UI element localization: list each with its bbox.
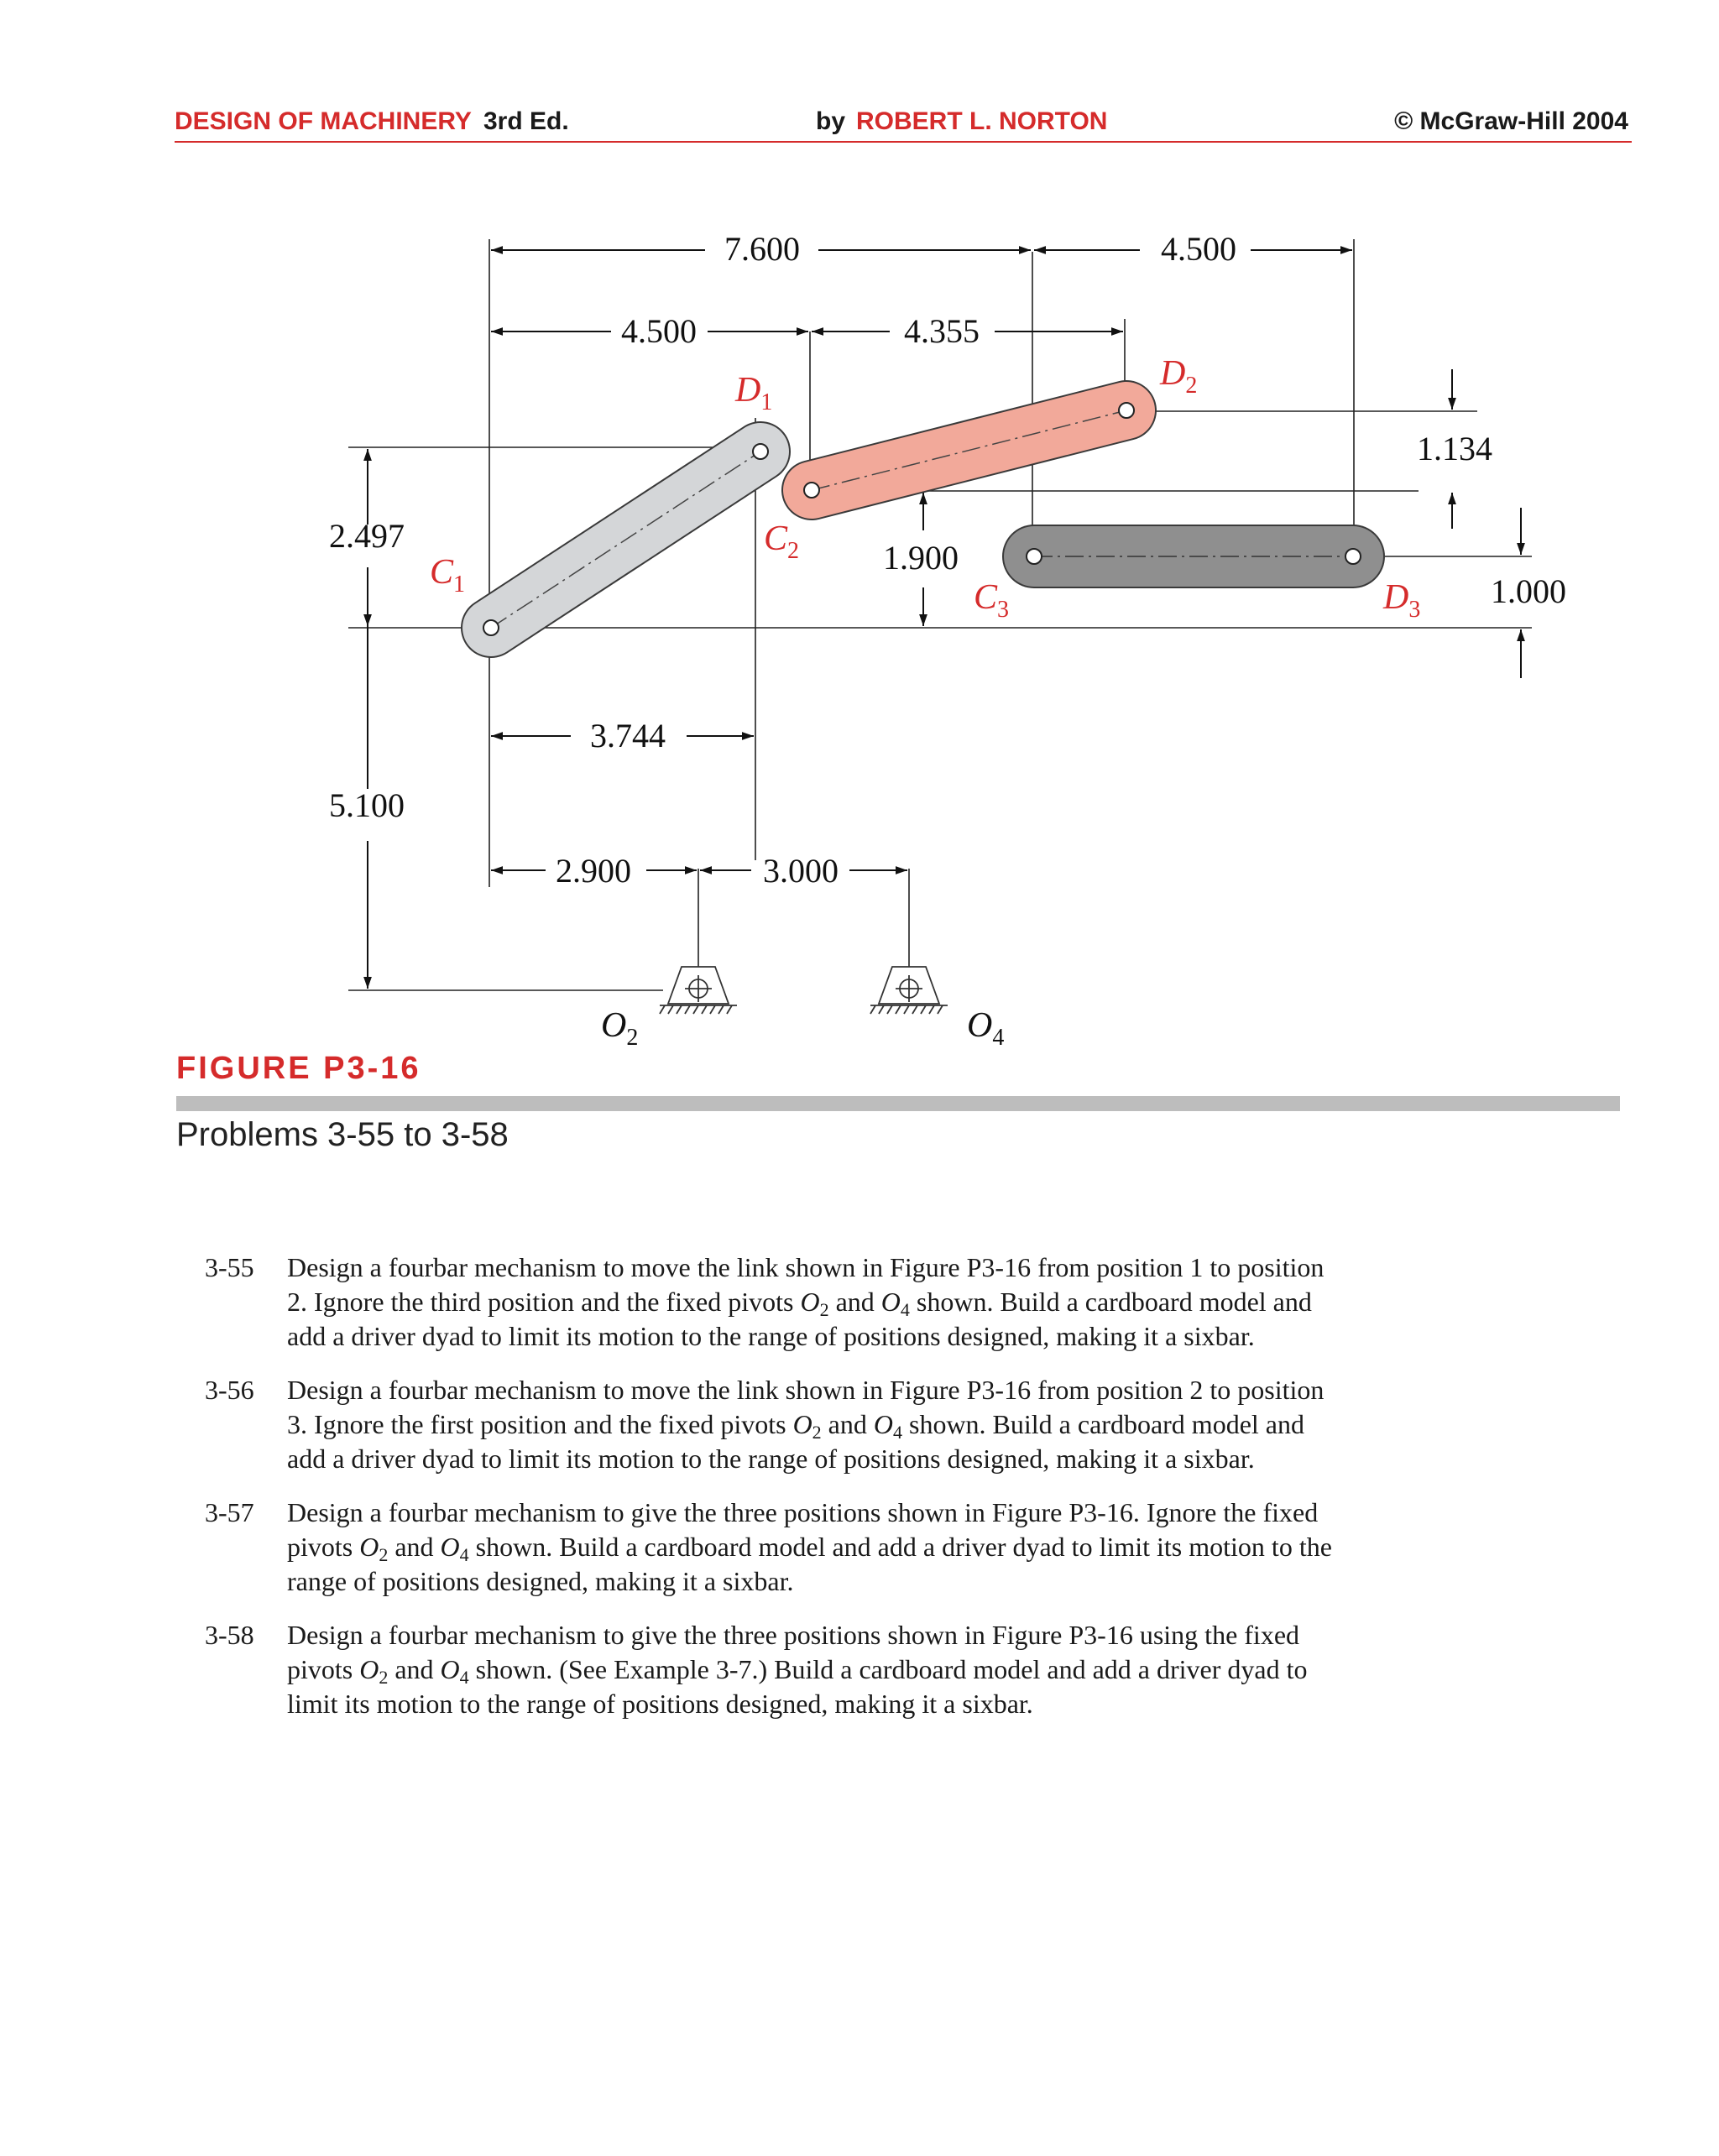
dim-1134: 1.134 [1417, 430, 1492, 467]
book-title: DESIGN OF MACHINERY [175, 107, 472, 135]
pivot-d2 [1119, 403, 1134, 418]
label-o4: $O_4$ [967, 1006, 1005, 1051]
label-c2: $C_2$ [764, 519, 800, 564]
caption-bar [176, 1096, 1620, 1111]
ground-pivot-o2 [660, 967, 737, 1014]
dim-2900: 2.900 [556, 852, 631, 890]
label-d1: $D_1$ [735, 371, 773, 415]
by-label: by [816, 107, 846, 135]
dim-1000: 1.000 [1491, 572, 1566, 610]
label-d3: $D_3$ [1383, 578, 1421, 623]
figure-label: FIGURE P3-16 [176, 1051, 421, 1086]
problem-text: Design a fourbar mechanism to give the three positions shown in Figure P3-16 using the fixed pivots $O_2$ and $O_4$ shown. (See Example 3-7.) Build a cardboard model and add a driver dyad to limit its motion to the range of positions designed, making it a sixbar. [287, 1620, 1308, 1719]
problem-number: 3-58 [205, 1620, 254, 1650]
pivot-d1 [753, 444, 768, 459]
edition: 3rd Ed. [483, 107, 569, 135]
pivot-c1 [483, 620, 499, 635]
problem-list [205, 1250, 1346, 1741]
problem-number: 3-57 [205, 1497, 254, 1527]
problem-text: Design a fourbar mechanism to move the link shown in Figure P3-16 from position 2 to position 3. Ignore the first position and the fixed pivots $O_2$ and $O_4$ shown. Build a cardboard model and add a driver dyad to limit its motion to the range of positions designed, making it a sixbar. [287, 1375, 1325, 1474]
dim-5100: 5.100 [329, 786, 405, 824]
dim-4500-mid: 4.500 [621, 312, 697, 350]
dim-3000: 3.000 [763, 852, 839, 890]
label-c1: $C_1$ [430, 553, 466, 598]
link-position-3 [1027, 549, 1361, 564]
dim-4500-top: 4.500 [1161, 230, 1236, 268]
dim-2497: 2.497 [329, 517, 405, 555]
problem-item [205, 1618, 1346, 1721]
problem-number: 3-55 [205, 1252, 254, 1282]
figure-subtitle: Problems 3-55 to 3-58 [176, 1116, 509, 1153]
dim-4355: 4.355 [904, 312, 980, 350]
problem-number: 3-56 [205, 1375, 254, 1405]
label-c3: $C_3$ [974, 578, 1010, 623]
problem-text: Design a fourbar mechanism to move the link shown in Figure P3-16 from position 1 to position 2. Ignore the third position and the fixed pivots $O_2$ and $O_4$ shown. Build a cardboard model and add a driver dyad to limit its motion to the range of positions designed, making it a sixbar. [287, 1252, 1325, 1351]
problem-text: Design a fourbar mechanism to give the three positions shown in Figure P3-16. Ignore the fixed pivots $O_2$ and $O_4$ shown. Build a cardboard model and add a driver dyad to limit its motion to the range of positions designed, making it a sixbar. [287, 1497, 1332, 1596]
dim-3744: 3.744 [590, 717, 666, 754]
label-d2: $D_2$ [1160, 354, 1198, 399]
link-position-1 [483, 444, 768, 635]
problem-item [205, 1496, 1346, 1599]
label-o2: $O_2$ [601, 1006, 639, 1051]
copyright: © McGraw-Hill 2004 [1394, 107, 1628, 135]
ground-pivot-o4 [870, 967, 948, 1014]
dim-1900: 1.900 [883, 539, 959, 577]
author: ROBERT L. NORTON [856, 107, 1108, 135]
pivot-d3 [1345, 549, 1361, 564]
link-position-2 [804, 403, 1134, 498]
problem-item [205, 1373, 1346, 1476]
problem-item [205, 1250, 1346, 1354]
pivot-c3 [1027, 549, 1042, 564]
pivot-c2 [804, 483, 819, 498]
dim-7600: 7.600 [724, 230, 800, 268]
